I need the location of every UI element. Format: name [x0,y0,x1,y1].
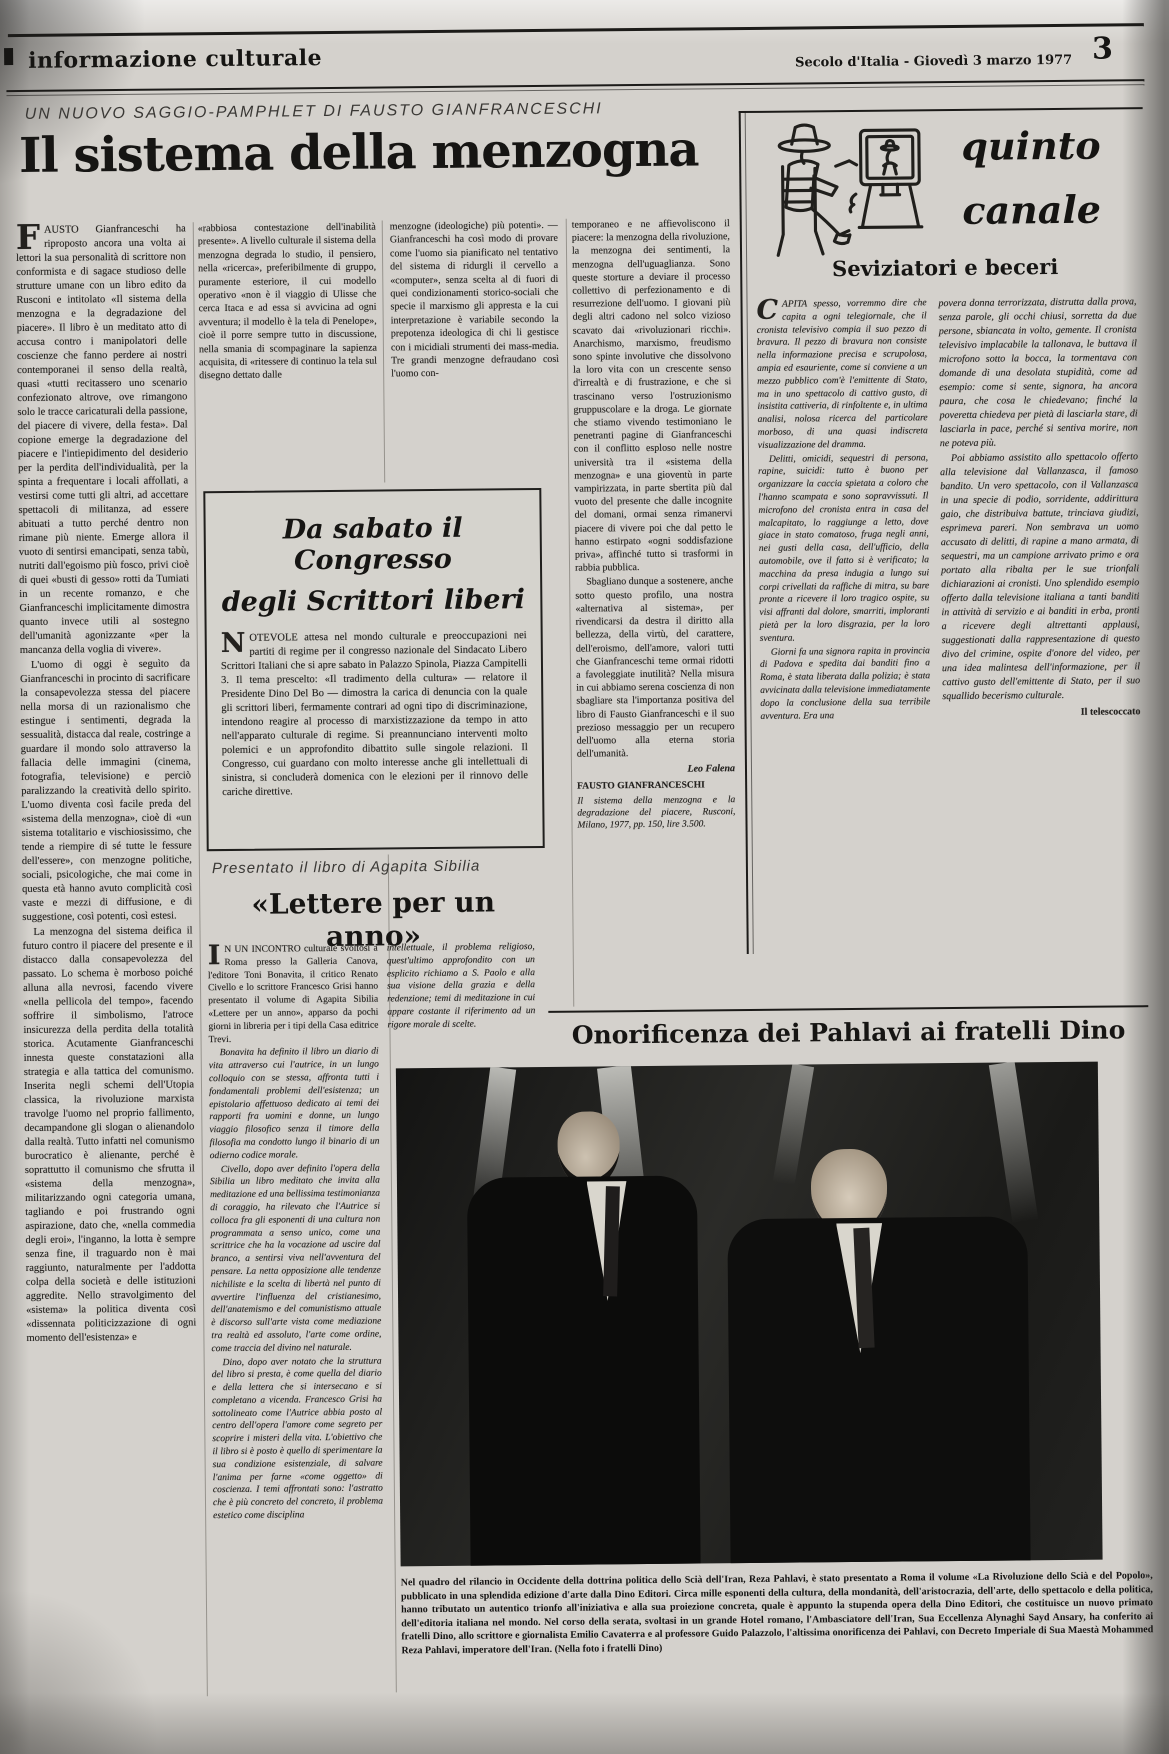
byline: Leo Falena [687,763,736,775]
seviziatori-title: Seviziatori e beceri [831,253,1059,282]
body-text: Civello, dopo aver definito l'opera della Sibilia un libro meditato che invita alla meditazione ed una bellissima testimonianza di coraggio, ha rilevato che l'Autrice si colloca fra gli esponenti di una cultura non programmata a senso unico, come una scrittrice che ha la vocazione ad uscire dal branco, a sentirsi viva nell'avventura del pensare. La netta opposizione alle tendenze nichiliste e la scelta di libertà nel punto di avvertire l'influenza del cristianesimo, dell'anatemismo e del comunistismo attuale è discorso sull'arte vista come mediazione tra realtà ed assoluto, l'arte come ordine, come traccia del divino nel naturale. [209,1163,382,1354]
quinto-title-line2: canale [962,186,1102,233]
lead-article-col3 [390,219,560,479]
body-text: Delitti, omicidi, sequestri di persona, rapine, suicidi: tutto è buono per organizzare la caccia spietata a coloro che l'hanno scampata e sono sopravvissuti. Il microfono del cronista entra in casa del malcapitato, lo raggiunge a letto, dove giace in stato comatoso, fruga negli anni, nei gusti della casa, dell'ufficio, della automobile, ove il fatto si è verificato; la macchina da presa indugia a lungo sui corpi crivellati da raffiche di mitra, su bare pronte a ricevere il loro tragico ospite, su visi affranti dal dolore, smarriti, imploranti pietà per la loro disgrazia, per la loro sventura. [758,452,930,644]
book-author: FAUSTO GIANFRANCESCHI [577,779,705,792]
body-text: L'uomo di oggi è seguìto da Gianfranceschi in procinto di sacrificare la consapevolezza stessa del piacere nella morsa di un razionalismo che estingue i sentimenti, degrada la sessualità, distacca dal reale, costringe a guardare il mondo solo attraverso la fallacia delle immagini (cinema, fotografia, televisione) e perciò paralizzando la creatività dello spirito. L'uomo diventa così facile preda del «sistema della menzogna», cioè di «un sistema totalitario e vischiosissimo, che tende a riempire di sé tutte le fessure dell'essere», con menzogne politiche, sociali, psicologiche, che mai come in questa età hanno avuto complicità così vaste e mezzi di diffusione, e di suggestione, così potenti, così estesi. [20,658,193,923]
body-text: menzogne (ideologiche) più potenti». — Gianfranceschi ha così modo di provare come l'uomo sia pianificato nel tentativo del sistema di ridurgli il cervello a «computer», senza scelta al di fuori di quei condizionamenti storico-sociali che specie il marxismo gli appresta e la cui interpretazione è variabile secondo la prepotenza ideologica di chi li gestisce con i micidiali strumenti dei mass-media. Tre grandi menzogne defraudano così l'uomo con- [389,219,560,380]
body-text: Bonavita ha definito il libro un diario di vita attraverso cui l'autrice, in un lungo colloquio con se stessa, affronta tutti i fondamentali problemi dell'esistenza; un epistolario affettuoso dedicato ai temi dei rapporti fra uomini e donne, un lungo viaggio filosofico senza il timore della filosofia ma condotto lungo il binario di un odierno codice morale. [208,1046,380,1161]
left-man-suit [467,1175,701,1566]
body-text: Sbagliano dunque a sostenere, anche sotto questo profilo, una nostra «alternativa al sistema», per rivendicarsi da destra il diritto alla bellezza, della virtù, del carattere, dell'eroismo, dell'amore, valori tutti che Gianfranceschi teme ormai ridotti a favoleggiate inutilità? Nella misura in cui abbiamo serena coscienza di non sbagliare sta l'importanza positiva del libro di Fausto Gianfranceschi e il suo prezioso messaggio per un recupero dell'uomo alla eterna storia dell'umanità. [575,575,735,760]
photo-highlight [989,1062,1038,1224]
congress-title-line2: degli Scrittori liberi [221,584,526,619]
quinto-box-top-rule [739,107,1143,113]
congress-box [203,488,544,851]
body-text: APITA spesso, vorremmo dire che capita a ogni telegiornale, che il cronista televisivo compia il suo pezzo di bravura. Il pezzo di bravura non consiste nella informazione precisa e scrupolosa, ampia ed esauriente, come si conviene a un mezzo pubblico com'è l'emittente di Stato, ma in uno spettacolo di cattivo gusto, di insistita cattiveria, di rinfoltente e, in ultima analisi, nolosa ricerca del particolare morboso, di una quasi indiscreta visualizzazione del dramma. [756,298,928,451]
page-number: 3 [1091,31,1114,67]
dropcap: N [220,627,246,660]
dropcap: C [756,294,779,326]
masthead-date: Secolo d'Italia - Giovedì 3 marzo 1977 [794,52,1073,71]
seviziatori-colB [938,295,1142,952]
pahlavi-headline: Onorificenza dei Pahlavi ai fratelli Dino [571,1015,1126,1050]
lettere-colA [207,940,385,1693]
photo-highlight [773,1064,814,1186]
pahlavi-rule [548,1005,1148,1013]
quinto-box-left-rule [739,111,749,954]
body-text: N UN INCONTRO culturale svoltosi a Roma presso la Galleria Canova, l'editore Toni Bonavita, il critico Renato Civello e lo scrittore Francesco Grisi hanno presentato il volume di Agapita Sibilia «Lettere per un anno», apparso da pochi giorni in libreria per i tipi della Casa editrice Trevi. [207,943,379,1045]
pahlavi-brothers-photo [396,1062,1103,1567]
body-text: Poi abbiamo assistito allo spettacolo offerto alla televisione dal Vallanzasca, il famoso bandito. Un vero spettacolo, con il Vallanzasca in una specie di podio, sorridente, addirittura gaio, che distribuiva battute, trinciava giudizi, esprimeva pareri. Non sembrava un uomo accusato di delitti, di rapine a mano armata, di sequestri, ma un campione arrivato primo e ora portato alla ribalta per le sue trionfali dichiarazioni ai cronisti. Uno splendido esempio offerto dalla televisione italiana a tanti banditi in attività di servizio e ai banditi in erba, pronti a ricevere degli altrettanti applausi, suggestionati dalla rappresentazione di questo divo del crimine, ospite d'onore del video, per una idea malintesa dell'informazione, per il cattivo gusto dell'emittente di Stato, per il suo squallido becerismo culturale. [940,451,1141,703]
lead-headline: Il sistema della menzogna [18,121,699,184]
body-text: Giorni fa una signora rapita in provincia di Padova e spedita dai banditi fino a Roma, è stata liberata dalla polizia; è stata avvicinata dalla televisione immediatamente dopo la conclusione della sua terribile avventura. Era una [759,645,931,722]
top-rule [8,23,1144,37]
body-text: intellettuale, il problema religioso, quest'ultimo approfondito con un esplicito richiamo a S. Paolo e alla sua visione della grazia e della redenzione; temi di meditazione in cui appare costante il riferimento ad un rigore morale di scelte. [386,942,536,1031]
body-text: temporaneo e ne affievoliscono il piacere: la menzogna della rivoluzione, la menzogna dei sentimenti, la menzogna dell'uguaglianza. Sono queste storture a deviare il processo collettivo di perfezionamento e di resurrezione dell'uomo. I giovani più degli altri cadono nel solco vizioso scavato dai «rivoluzionari ricchi». Anarchismo, marxismo, freudismo sono spinte involutive che dissolvono la loro vita con un crescente senso d'irrealtà e di frustrazione, e che si trascinano verso l'ostruzionismo gruppuscolare e la droga. Le giornate che stiamo vivendo testimoniano le penetranti pagine di Gianfranceschi con il conflitto esploso nelle nostre università tra il «sistema della menzogna» e una gioventù in parte vampirizzata, in parte sbertita più dal vuoto del presente che dalle incognite del domani, ormai senza rimanervi piacere di vivere poi che dal petto le hanno estirpato «ogni soddisfazione priva», affinché tutto si trasformi in rabbia pubblica. [571,218,733,574]
lettere-colB [387,941,536,1062]
body-text: AUSTO Gianfranceschi ha riproposto ancora una volta ai lettori la sua personalità di scrittore non conformista e di sagace studioso delle strutture umane con un libro edito da Rusconi e intitolato «Il sistema della menzogna e la degradazione del piacere». Il libro è un meditato atto di accusa contro i manipolatori delle coscienze che fanno perdere ai nostri contemporanei il senso della realtà, quasi «tutti recitassero uno scenario confezionato altrove, ove rimangono solo le tracce caricaturali della passione, del piacere di vivere, della festa». Dal copione emerge la degradazione del piacere e l'intiepidimento del desiderio per la perdita dell'individualità, per la spinta a frequentare i locali affollati, a vestirsi come tutti gli altri, ad accettare spettacoli di militanza, ad essere abituati a tutto perché dentro non rimane più niente. Emerge allora il vuoto di sentirsi emancipati, senza tabù, nutriti dall'egoismo più fosco, privi cioè di quei «busti di gesso» rotti da Tumiati in un recente romanzo, e che Gianfranceschi implicitamente dimostra quanto invece utili al sostegno dell'umanità agonizzante «per la mancanza della voglia di vivere». [16,223,190,656]
section-title: informazione culturale [28,45,323,74]
left-man-tie [603,1186,620,1296]
column-signature: Il telescoccato [1080,706,1141,718]
body-text: La menzogna del sistema deifica il futuro contro il piacere del presente e il distacco dalla consapevolezza del passato. Lo schema è morboso poiché alluna alla nevrosi, facendo vivere «nella pellicola del tempo», facendo soffrire il simbolismo, l'atroce insicurezza della perdita della totalità storica. Acutamente Gianfranceschi innesta queste constatazioni alla strategia e alla tattica del comunismo. Inserita negli schemi dell'Utopia classica, la rivoluzione marxista travolge l'uomo nel proprio fallimento, decampandone gli slogan o alienandolo dalla realtà. Tutto infatti nel comunismo burocratico è alienante, perché è soprattutto il comunismo che sfrutta il «sistema della menzogna», militarizzando ogni categoria umana, tagliando e poi frustrando ogni aspirazione, dato che, «nella commedia degli eroi», l'inganno, la lotta è sempre senza fine, il traguardo non è mai raggiunto, naturalmente per l'addotta colpa della società e delle istituzioni aggredite. Nello stravolgimento del «sistema» la politica diventa così «dissennata politicizzazione di ogni momento dell'esistenza» e [22,925,197,1344]
lead-article-col2 [198,221,378,481]
lettere-headline: «Lettere per un anno» [251,885,496,954]
lettere-kicker: Presentato il libro di Agapita Sibilia [211,857,481,878]
quinto-canale-title [925,113,1138,243]
body-text: povera donna terrorizzata, distrutta dalla prova, senza parole, gli occhi chiusi, sorretta da due persone, sbiancata in volto, gemente. Il cronista televisivo implacabile la tallonava, le buttava il microfono sotto la bocca, la tormentava con domande di una desolata stupidità, come ad esempio: come si sente, signora, ha ancora paura, che cosa le chiedevano; finché la poveretta chiedeva per pietà di lasciarla stare, di lasciarla in pace, perché si sentiva morire, non ne poteva più. [938,296,1138,450]
lead-kicker: UN NUOVO SAGGIO-PAMPHLET DI FAUSTO GIANFRANCESCHI [24,100,603,123]
congress-title-line1: Da sabato il Congresso [282,512,463,577]
section-marker-icon [4,48,13,65]
body-text: «rabbiosa contestazione dell'inabilità presente». A livello culturale il sistema della menzogna degrada lo studio, il pensiero, nella «ricerca», preferibilmente di gruppo, puramente esteriore, il cui modello operativo «non è il viaggio di Ulisse che cerca Itaca e ad essa si avvicina ad ogni avventura; il modello è la tela di Penelope», cioè il porre sempre tutto in discussione, nella smania di scompaginare la sapienza acquisita, di «ritessere di continuo la tela sul disegno dettato dalle [197,221,378,382]
lead-article-col4 [572,217,737,978]
pahlavi-caption: Nel quadro del rilancio in Occidente della dottrina politica dello Scià dell'Iran, Reza Pahlavi, è stato presentato a Roma il volume «La Rivoluzione dello Scià e del Popolo», pubblicato in una splendida edizione d'arte dalla Dino Editori. Circa mille esponenti della cultura, della mondanità, dell'aristocrazia, dell'arte, dello spettacolo e della politica, hanno tributato un autentico trionfo all'iniziativa e alla sua proiezione concreta, quale è appunto la stupenda opera della Dino Editori, che costituisce un nuovo primato dell'editoria italiana nel mondo. Nel corso della serata, svoltasi in un grande Hotel romano, l'Ambasciatore dell'Iran, Sua Eccellenza Alynaghi Sayd Ansary, ha conferito ai fratelli Dino, allo scrittore e giornalista Emilio Cavaterra e al professore Guido Palazzolo, l'altissima onorificenza dei Pahlavi, con Decreto Imperiale di Sua Maestà Mohammed Reza Pahlavi, imperatore dell'Iran. (Nella foto i fratelli Dino) [400,1570,1154,1657]
dropcap: I [207,940,221,972]
body-text: OTEVOLE attesa nel mondo culturale e preoccupazioni nei partiti di regime per il congresso nazionale del Sindacato Libero Scrittori Italiani che si apre sabato in Palazzo Spinola, Piazza Campitelli 3. Il tema prescelto: «Il tradimento della cultura» — relatore il Presidente Dino Del Bo — dimostra la carica di denuncia con la quale gli scrittori liberi, fermamente contrari ad ogni tipo di discriminazione, intendono reagire al processo di marxistizzazione da tempo in atto nell'apparato culturale di regime. Si preannunciano interventi molto polemici e un approfondito dibattito sulle singole relazioni. Il Congresso, cui guardano con molto interesse anche gli intellettuali di sinistra, si concluderà domenica con le elezioni per il rinnovo delle cariche direttive. [220,630,529,799]
lead-article-col1 [15,217,200,1694]
dropcap: F [15,217,41,258]
column-rule [382,220,386,482]
quinto-title-line1: quinto [961,122,1101,169]
body-text: Dino, dopo aver notato che la struttura del libro si presta, è come quella del diario e della lettera che si intersecano e si completano a vicenda. Francesco Grisi ha sottolineato come l'Autrice abbia posto al centro dell'opera l'amore come segreto per scoprire i misteri della vita. L'obiettivo che il libro si è posto è quello di sperimentare la sua condizione esistenziale, di salvare l'anima per farne «come oggetto» di coscienza. I temi affrontati sono: l'astratto che è più concreto del concreto, il problema estetico come disciplina [211,1356,384,1522]
right-man-suit [727,1217,1031,1567]
seviziatori-colA [756,294,932,949]
book-reference: Il sistema della menzogna e la degradazione del piacere, Rusconi, Milano, 1977, pp. 150, lire 3.500. [577,794,736,831]
